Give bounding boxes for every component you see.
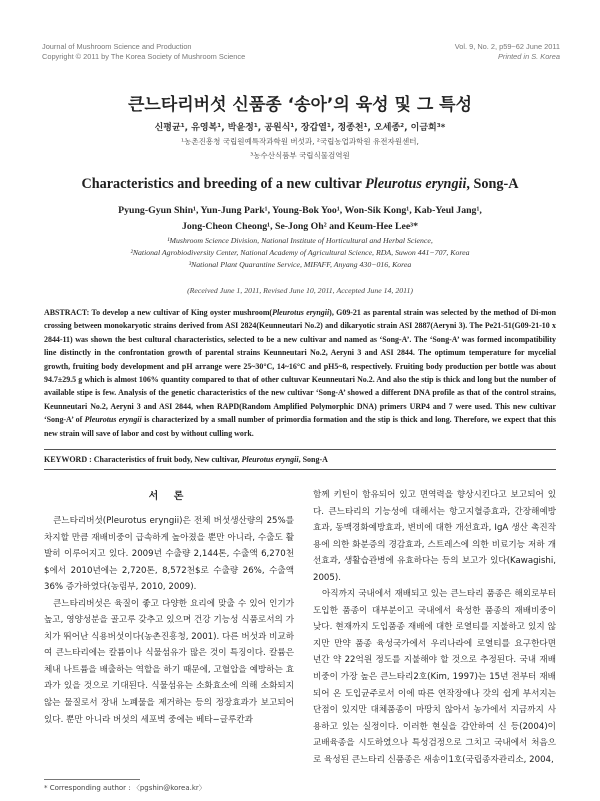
title-prefix: Characteristics and breeding of a new cultivar bbox=[81, 176, 366, 192]
abstract-text-3: is characterized by a small number of primordia formation and the stip is thick and long. Therefore, we expect that this new strain will save of labor and cost by without culling work. bbox=[44, 415, 556, 438]
english-affiliation-1: ¹Mushroom Science Division, National Institute of Horticultural and Herbal Science, bbox=[167, 236, 433, 245]
english-affiliation-2: ²National Agrobiodiversity Center, National Academy of Agricultural Science, RDA, Suwon 441−707, Korea bbox=[130, 248, 470, 257]
keywords bbox=[44, 455, 556, 464]
english-affiliation-3: ³National Plant Quarantine Service, MIFAFF, Anyang 430−016, Korea bbox=[188, 260, 412, 269]
korean-title: 큰느타리버섯 신품종 ‘송아’의 육성 및 그 특성 bbox=[127, 95, 473, 115]
english-title bbox=[0, 176, 600, 193]
corresponding-author-footnote: * Corresponding author : 〈pgshin@korea.kr〉 bbox=[44, 784, 206, 792]
keywords-species: Pleurotus eryngii bbox=[241, 455, 299, 464]
korean-authors: 신평균¹, 유영복¹, 박윤정¹, 공원식¹, 장갑열¹, 정종천¹, 오세종², 이금희³* bbox=[154, 123, 446, 133]
intro-paragraph-2-continued: 함께 키틴이 함유되어 있고 면역력을 향상시킨다고 보고되어 있다. 큰느타리의 기능성에 대해서는 항고지혈증효과, 간장해예방효과, 동맥경화예방효과, 변비에 대한 개선효과, IgA 생산 촉진작용에 의한 화분증의 경감효과, 스트레스에 의한 비료기능 저하 개선효과, 생활습관병에 유효하다는 등의 보고가 있다(Kawagishi, 2005). bbox=[313, 490, 556, 583]
title-species: Pleurotus eryngii bbox=[365, 176, 467, 192]
abstract bbox=[44, 306, 556, 440]
printed-in: Printed in S. Korea bbox=[497, 52, 560, 61]
korean-affiliation-1: ¹농촌진흥청 국립원예특작과학원 버섯과, ²국립농업과학원 유전자원센터, bbox=[181, 137, 419, 146]
abstract-label: ABSTRACT: bbox=[44, 308, 90, 317]
volume-info: Vol. 9, No. 2, p59~62 June 2011 bbox=[454, 42, 560, 51]
section-title-introduction: 서 론 bbox=[148, 491, 190, 502]
title-suffix: , Song-A bbox=[466, 176, 519, 192]
volume-header bbox=[455, 42, 560, 62]
intro-paragraph-3: 아직까지 국내에서 재배되고 있는 큰느타리 품종은 해외로부터 도입한 품종이 대부분이고 국내에서 육성한 품종의 재배비중이 낮다. 현재까지 도입품종 재배에 대한 로열티를 지불하고 있지 않지만 만약 품종 육성국가에서 우리나라에 로열티를 요구한다면 년간 약 22억원 정도를 지불해야 할 것으로 추정된다. 국내 재배비중이 가장 높은 큰느타리2호(Kim, 1997)는 15년 전부터 재배되어 온 도입균주로서 이에 따른 연작장애나 갓의 쉽게 부서지는 단점이 있지만 대체품종이 마땅치 않아서 농가에서 지금까지 사용하고 있는 실정이다. 이러한 현실을 감안하여 신 등(2004)이 교배육종을 시도하였으나 특성검정으로 그치고 국내에서 처음으로 육성된 큰느타리 신품종은 새송이1호(국립종자관리소, 2004, bbox=[313, 589, 556, 765]
intro-paragraph-1: 큰느타리버섯(Pleurotus eryngii)은 전체 버섯생산량의 25%를 차지할 만큼 재배비중이 급속하게 높아졌을 뿐만 아니라, 수출도 활발히 이루어지고 있다. 2009년 수출량 2,144톤, 수출액 6,270천$에서 2010년에는 2,720톤, 8,572천$로 수출량 26%, 수출액 36% 증가하였다(농림부, 2010, 2009). bbox=[44, 516, 294, 593]
keywords-bottom-rule bbox=[44, 469, 556, 470]
english-authors-line-2: Jong-Cheon Cheong¹, Se-Jong Oh² and Keum-Hee Lee³* bbox=[181, 221, 419, 232]
english-authors-line-1: Pyung-Gyun Shin¹, Yun-Jung Park¹, Young-Bok Yoo¹, Won-Sik Kong¹, Kab-Yeul Jang¹, bbox=[118, 205, 482, 216]
korean-affiliation-2: ³농수산식품부 국립식물검역원 bbox=[250, 151, 350, 160]
body-left-column bbox=[44, 513, 294, 728]
keywords-top-rule bbox=[44, 449, 556, 450]
abstract-species-1: Pleurotus eryngii bbox=[272, 308, 330, 317]
received-dates: (Received June 1, 2011, Revised June 10, 2011, Accepted June 14, 2011) bbox=[187, 286, 413, 295]
copyright-line: Copyright © 2011 by The Korea Society of Mushroom Science bbox=[42, 52, 246, 61]
abstract-species-2: Pleurotus eryngii bbox=[84, 415, 142, 425]
keywords-suffix: , Song-A bbox=[298, 455, 328, 464]
intro-paragraph-2: 큰느타리버섯은 육질이 좋고 다양한 요리에 맞출 수 있어 인기가 높고, 영양성분을 골고루 갖추고 있으며 건강 기능성 식품로서의 가치가 뛰어난 식용버섯이다(농촌진흥청, 2001). 다른 버섯과 비교하여 큰느타리에는 칼륨이나 식물섬유가 많은 것이 특징이다. 칼륨은 체내 나트륨을 배출하는 역할을 하기 때문에, 고혈압을 예방하는 효과가 있을 것으로 기대된다. 식물섬유는 소화효소에 의해 소화되지 않는 물질로서 장내 노폐물을 제거하는 등의 정장효과가 보고되어 있다. 뿐만 아니라 버섯의 세포벽 중에는 베타−글루칸과 bbox=[44, 598, 294, 725]
journal-name: Journal of Mushroom Science and Production bbox=[42, 42, 192, 51]
abstract-text-1: To develop a new cultivar of King oyster mushroom( bbox=[89, 308, 273, 317]
abstract-text-2: ), G09-21 as parental strain was selected by the method of Di-mon crossing between monokaryotic strains derived from ASI 2824(Keunneutari No.2) and dikaryotic strain ASI 2887(Aeryni 3). The Pe21-51(G09-21-10 x 2844-11) was shown the best cultural characteristics, selected to be a new cultivar and named as ‘Song-A’. The ‘Song-A’ was formed incompatibility line distinctly in the confrontation growth of parental strains Keunneutari No.2, Aeryni 3 and ASI 2844. The optimum temperature for mycelial growth, fruiting body development and pH arrange were 25~30°C, 14~16°C and pH5~8, respectively. Fruiting body production per bottle was about 94.7±29.5 g which is almost 106% quantity compared to that of other cultuvar Keunneutari No.2. And also the stip is thick and long but the number of available stipe is few. Analysis of the genetic characteristics of the new cultivar ‘Song-A’ showed a different DNA profile as that of the control strains, Keunneutari No.2, Aeryni 3 and ASI 2844, when RAPD(Random Amplified Polymorphic DNA) primers URP4 and 7 were used. This new cultivar ‘Song-A’ of bbox=[44, 308, 557, 425]
journal-header bbox=[42, 42, 245, 62]
footnote-rule bbox=[44, 779, 140, 780]
body-right-column bbox=[313, 487, 556, 768]
keywords-text: KEYWORD : Characteristics of fruit body, New cultivar, bbox=[44, 455, 242, 464]
